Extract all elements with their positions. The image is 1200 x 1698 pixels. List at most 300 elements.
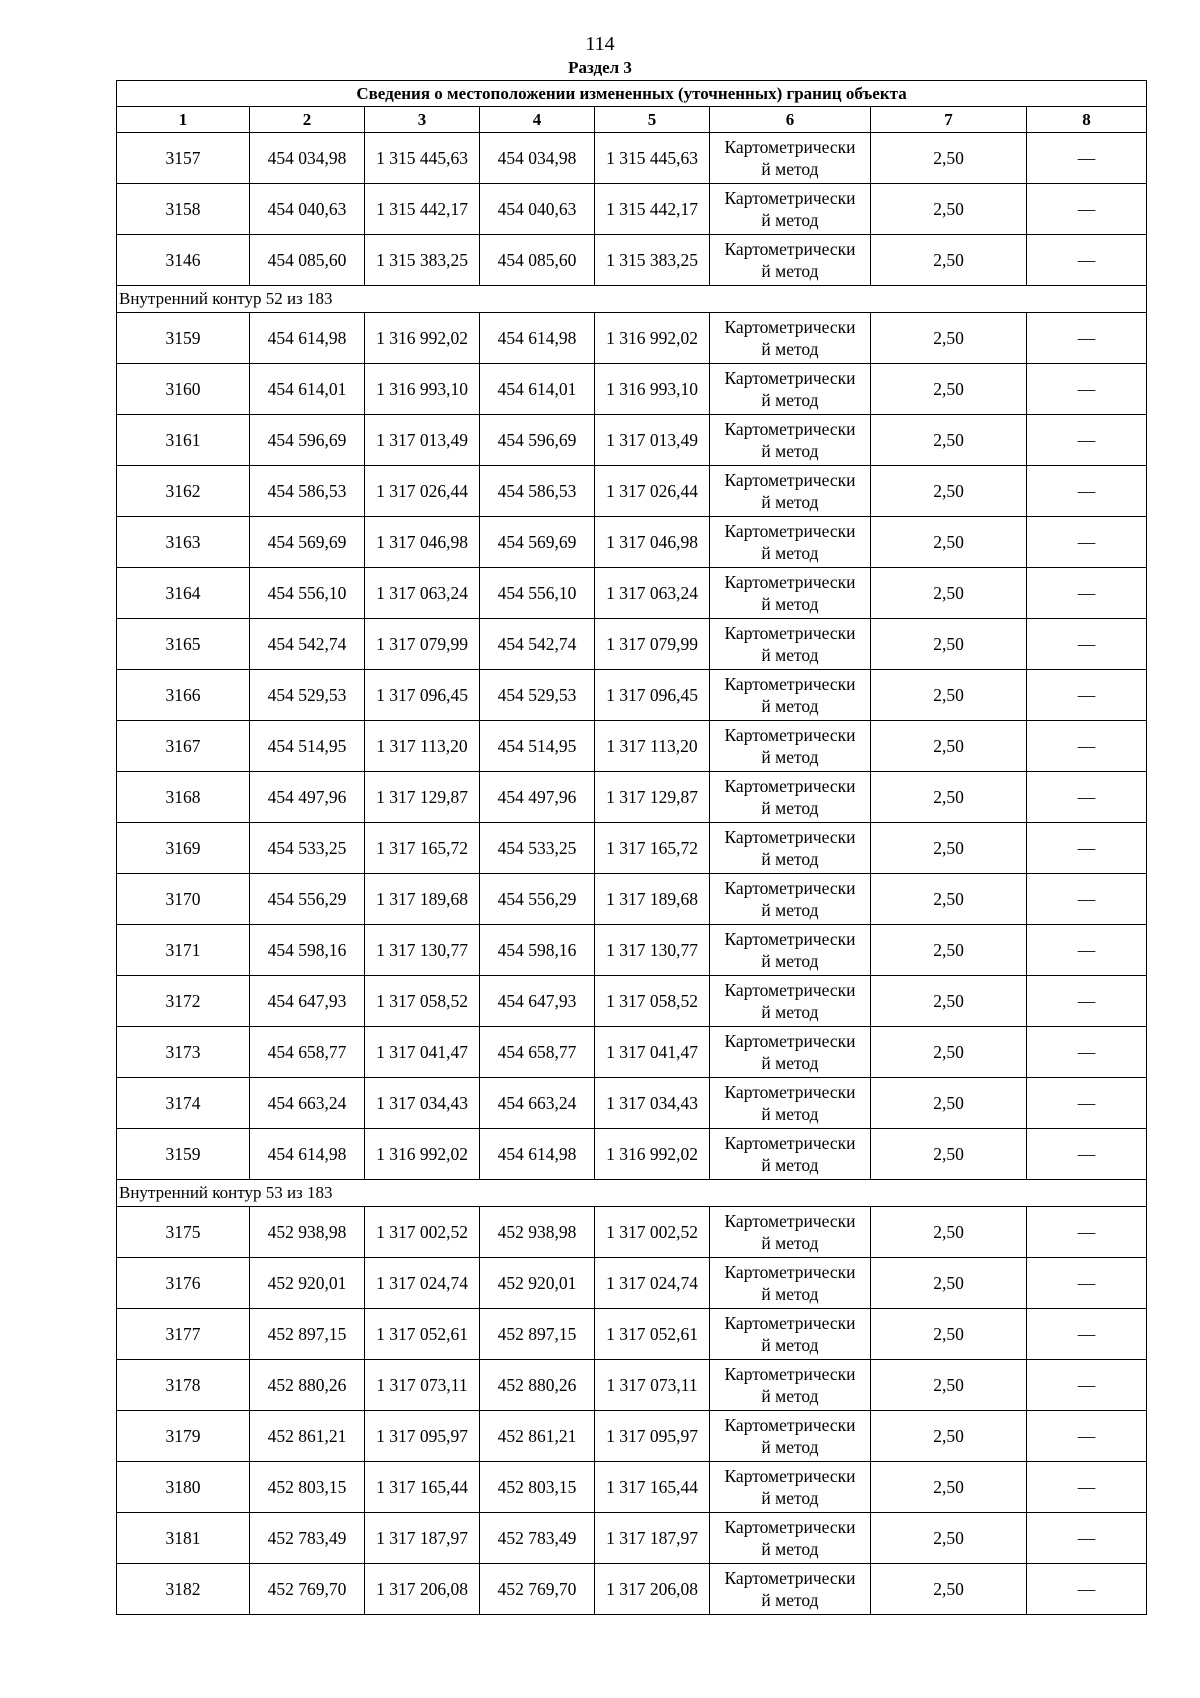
description-cell: —	[1027, 976, 1147, 1027]
accuracy-cell: 2,50	[871, 313, 1027, 364]
y-coord-cell: 1 317 052,61	[365, 1309, 480, 1360]
x-coord-new-cell: 452 880,26	[480, 1360, 595, 1411]
method-cell	[710, 1078, 871, 1129]
y-coord-new-cell: 1 317 041,47	[595, 1027, 710, 1078]
accuracy-cell: 2,50	[871, 1309, 1027, 1360]
description-cell: —	[1027, 925, 1147, 976]
method-text-line1: Картометрически	[724, 674, 856, 694]
description-cell: —	[1027, 235, 1147, 286]
x-coord-cell: 454 658,77	[250, 1027, 365, 1078]
x-coord-new-cell: 454 647,93	[480, 976, 595, 1027]
x-coord-cell: 454 569,69	[250, 517, 365, 568]
y-coord-new-cell: 1 317 052,61	[595, 1309, 710, 1360]
accuracy-cell: 2,50	[871, 1564, 1027, 1615]
method-text-line2: й метод	[761, 1335, 819, 1355]
table-row	[117, 1411, 1147, 1462]
y-coord-new-cell: 1 317 165,44	[595, 1462, 710, 1513]
method-text-line1: Картометрически	[724, 725, 856, 745]
y-coord-new-cell: 1 317 034,43	[595, 1078, 710, 1129]
table-caption: Сведения о местоположении измененных (уточненных) границ объекта	[117, 81, 1147, 107]
description-cell: —	[1027, 1078, 1147, 1129]
method-text-line1: Картометрически	[724, 827, 856, 847]
accuracy-cell: 2,50	[871, 517, 1027, 568]
y-coord-cell: 1 317 024,74	[365, 1258, 480, 1309]
method-text-line2: й метод	[761, 1002, 819, 1022]
x-coord-cell: 454 663,24	[250, 1078, 365, 1129]
method-text-line2: й метод	[761, 1233, 819, 1253]
method-text-line2: й метод	[761, 696, 819, 716]
y-coord-cell: 1 316 992,02	[365, 313, 480, 364]
method-text-line1: Картометрически	[724, 1133, 856, 1153]
x-coord-new-cell: 454 614,98	[480, 1129, 595, 1180]
y-coord-new-cell: 1 316 993,10	[595, 364, 710, 415]
x-coord-new-cell: 454 529,53	[480, 670, 595, 721]
accuracy-cell: 2,50	[871, 925, 1027, 976]
point-id-cell: 3158	[117, 184, 250, 235]
method-text-line1: Картометрически	[724, 239, 856, 259]
method-text-line1: Картометрически	[724, 1082, 856, 1102]
accuracy-cell: 2,50	[871, 184, 1027, 235]
method-text-line2: й метод	[761, 261, 819, 281]
method-text-line1: Картометрически	[724, 317, 856, 337]
method-cell	[710, 976, 871, 1027]
y-coord-cell: 1 317 165,72	[365, 823, 480, 874]
y-coord-cell: 1 317 187,97	[365, 1513, 480, 1564]
y-coord-new-cell: 1 317 024,74	[595, 1258, 710, 1309]
y-coord-new-cell: 1 317 129,87	[595, 772, 710, 823]
y-coord-cell: 1 317 129,87	[365, 772, 480, 823]
method-text-line1: Картометрически	[724, 1517, 856, 1537]
x-coord-cell: 452 897,15	[250, 1309, 365, 1360]
accuracy-cell: 2,50	[871, 772, 1027, 823]
accuracy-cell: 2,50	[871, 1360, 1027, 1411]
description-cell: —	[1027, 670, 1147, 721]
accuracy-cell: 2,50	[871, 568, 1027, 619]
x-coord-cell: 452 783,49	[250, 1513, 365, 1564]
y-coord-new-cell: 1 316 992,02	[595, 313, 710, 364]
point-id-cell: 3173	[117, 1027, 250, 1078]
column-number: 4	[480, 107, 595, 133]
description-cell: —	[1027, 874, 1147, 925]
method-text-line1: Картометрически	[724, 188, 856, 208]
contour-label: Внутренний контур 53 из 183	[117, 1180, 1147, 1207]
point-id-cell: 3181	[117, 1513, 250, 1564]
x-coord-cell: 452 769,70	[250, 1564, 365, 1615]
table-row	[117, 235, 1147, 286]
table-row	[117, 1078, 1147, 1129]
method-text-line1: Картометрически	[724, 1031, 856, 1051]
method-text-line1: Картометрически	[724, 980, 856, 1000]
table-row	[117, 823, 1147, 874]
method-cell	[710, 721, 871, 772]
x-coord-new-cell: 454 569,69	[480, 517, 595, 568]
x-coord-cell: 454 586,53	[250, 466, 365, 517]
accuracy-cell: 2,50	[871, 1513, 1027, 1564]
point-id-cell: 3161	[117, 415, 250, 466]
accuracy-cell: 2,50	[871, 721, 1027, 772]
table-row	[117, 925, 1147, 976]
point-id-cell: 3163	[117, 517, 250, 568]
x-coord-cell: 454 497,96	[250, 772, 365, 823]
description-cell: —	[1027, 1564, 1147, 1615]
description-cell: —	[1027, 1462, 1147, 1513]
point-id-cell: 3176	[117, 1258, 250, 1309]
coordinates-table	[116, 80, 1147, 1615]
y-coord-cell: 1 317 130,77	[365, 925, 480, 976]
point-id-cell: 3174	[117, 1078, 250, 1129]
point-id-cell: 3160	[117, 364, 250, 415]
method-cell	[710, 184, 871, 235]
x-coord-new-cell: 454 596,69	[480, 415, 595, 466]
point-id-cell: 3159	[117, 313, 250, 364]
method-text-line1: Картометрически	[724, 776, 856, 796]
method-cell	[710, 364, 871, 415]
description-cell: —	[1027, 1411, 1147, 1462]
x-coord-cell: 454 596,69	[250, 415, 365, 466]
method-cell	[710, 619, 871, 670]
method-cell	[710, 1513, 871, 1564]
point-id-cell: 3177	[117, 1309, 250, 1360]
point-id-cell: 3175	[117, 1207, 250, 1258]
y-coord-new-cell: 1 317 013,49	[595, 415, 710, 466]
method-text-line1: Картометрически	[724, 1211, 856, 1231]
x-coord-cell: 454 533,25	[250, 823, 365, 874]
method-text-line2: й метод	[761, 1437, 819, 1457]
table-row	[117, 772, 1147, 823]
accuracy-cell: 2,50	[871, 1462, 1027, 1513]
y-coord-new-cell: 1 315 445,63	[595, 133, 710, 184]
x-coord-new-cell: 454 514,95	[480, 721, 595, 772]
accuracy-cell: 2,50	[871, 1027, 1027, 1078]
accuracy-cell: 2,50	[871, 619, 1027, 670]
description-cell: —	[1027, 1258, 1147, 1309]
method-text-line2: й метод	[761, 339, 819, 359]
method-cell	[710, 1129, 871, 1180]
y-coord-cell: 1 317 026,44	[365, 466, 480, 517]
point-id-cell: 3146	[117, 235, 250, 286]
table-row	[117, 1462, 1147, 1513]
accuracy-cell: 2,50	[871, 1078, 1027, 1129]
x-coord-new-cell: 452 920,01	[480, 1258, 595, 1309]
method-cell	[710, 313, 871, 364]
y-coord-cell: 1 317 002,52	[365, 1207, 480, 1258]
x-coord-new-cell: 454 556,10	[480, 568, 595, 619]
column-number-row	[117, 107, 1147, 133]
table-row	[117, 1309, 1147, 1360]
point-id-cell: 3168	[117, 772, 250, 823]
method-text-line1: Картометрически	[724, 1364, 856, 1384]
method-text-line2: й метод	[761, 798, 819, 818]
method-text-line2: й метод	[761, 1539, 819, 1559]
x-coord-new-cell: 452 803,15	[480, 1462, 595, 1513]
point-id-cell: 3164	[117, 568, 250, 619]
x-coord-new-cell: 452 938,98	[480, 1207, 595, 1258]
method-text-line2: й метод	[761, 1104, 819, 1124]
description-cell: —	[1027, 1129, 1147, 1180]
table-row	[117, 619, 1147, 670]
table-row	[117, 415, 1147, 466]
point-id-cell: 3172	[117, 976, 250, 1027]
method-text-line2: й метод	[761, 1284, 819, 1304]
point-id-cell: 3166	[117, 670, 250, 721]
y-coord-new-cell: 1 317 002,52	[595, 1207, 710, 1258]
description-cell: —	[1027, 721, 1147, 772]
y-coord-new-cell: 1 317 165,72	[595, 823, 710, 874]
method-cell	[710, 1564, 871, 1615]
y-coord-new-cell: 1 317 079,99	[595, 619, 710, 670]
point-id-cell: 3171	[117, 925, 250, 976]
method-text-line1: Картометрически	[724, 368, 856, 388]
y-coord-new-cell: 1 317 026,44	[595, 466, 710, 517]
description-cell: —	[1027, 1360, 1147, 1411]
method-text-line2: й метод	[761, 594, 819, 614]
column-number: 2	[250, 107, 365, 133]
description-cell: —	[1027, 517, 1147, 568]
method-text-line1: Картометрически	[724, 929, 856, 949]
x-coord-new-cell: 454 614,01	[480, 364, 595, 415]
x-coord-new-cell: 452 783,49	[480, 1513, 595, 1564]
y-coord-cell: 1 317 046,98	[365, 517, 480, 568]
y-coord-cell: 1 316 993,10	[365, 364, 480, 415]
method-text-line2: й метод	[761, 210, 819, 230]
method-text-line2: й метод	[761, 159, 819, 179]
table-row	[117, 466, 1147, 517]
description-cell: —	[1027, 619, 1147, 670]
method-text-line2: й метод	[761, 1155, 819, 1175]
y-coord-cell: 1 315 445,63	[365, 133, 480, 184]
method-text-line2: й метод	[761, 543, 819, 563]
x-coord-cell: 454 598,16	[250, 925, 365, 976]
x-coord-new-cell: 452 861,21	[480, 1411, 595, 1462]
y-coord-cell: 1 317 013,49	[365, 415, 480, 466]
y-coord-cell: 1 315 383,25	[365, 235, 480, 286]
method-text-line2: й метод	[761, 492, 819, 512]
method-cell	[710, 874, 871, 925]
accuracy-cell: 2,50	[871, 874, 1027, 925]
method-text-line2: й метод	[761, 951, 819, 971]
y-coord-cell: 1 317 079,99	[365, 619, 480, 670]
x-coord-cell: 454 614,01	[250, 364, 365, 415]
description-cell: —	[1027, 1207, 1147, 1258]
x-coord-new-cell: 454 586,53	[480, 466, 595, 517]
y-coord-cell: 1 317 058,52	[365, 976, 480, 1027]
method-cell	[710, 925, 871, 976]
point-id-cell: 3170	[117, 874, 250, 925]
point-id-cell: 3162	[117, 466, 250, 517]
point-id-cell: 3167	[117, 721, 250, 772]
x-coord-new-cell: 452 897,15	[480, 1309, 595, 1360]
table-row	[117, 1027, 1147, 1078]
method-cell	[710, 133, 871, 184]
table-row	[117, 568, 1147, 619]
method-text-line1: Картометрически	[724, 419, 856, 439]
description-cell: —	[1027, 568, 1147, 619]
point-id-cell: 3165	[117, 619, 250, 670]
table-row	[117, 1360, 1147, 1411]
description-cell: —	[1027, 1513, 1147, 1564]
method-text-line1: Картометрически	[724, 137, 856, 157]
table-row	[117, 184, 1147, 235]
point-id-cell: 3169	[117, 823, 250, 874]
column-number: 6	[710, 107, 871, 133]
section-title: Раздел 3	[568, 58, 632, 77]
method-cell	[710, 772, 871, 823]
x-coord-cell: 452 938,98	[250, 1207, 365, 1258]
table-row	[117, 874, 1147, 925]
method-cell	[710, 568, 871, 619]
method-text-line1: Картометрически	[724, 572, 856, 592]
x-coord-cell: 452 803,15	[250, 1462, 365, 1513]
method-cell	[710, 1258, 871, 1309]
method-cell	[710, 1411, 871, 1462]
contour-header-row	[117, 1180, 1147, 1207]
y-coord-new-cell: 1 315 442,17	[595, 184, 710, 235]
table-row	[117, 1258, 1147, 1309]
x-coord-new-cell: 454 614,98	[480, 313, 595, 364]
y-coord-new-cell: 1 317 113,20	[595, 721, 710, 772]
x-coord-new-cell: 454 598,16	[480, 925, 595, 976]
method-cell	[710, 415, 871, 466]
method-text-line1: Картометрически	[724, 470, 856, 490]
method-text-line2: й метод	[761, 900, 819, 920]
x-coord-new-cell: 454 040,63	[480, 184, 595, 235]
method-text-line1: Картометрически	[724, 623, 856, 643]
x-coord-cell: 454 529,53	[250, 670, 365, 721]
x-coord-cell: 454 542,74	[250, 619, 365, 670]
y-coord-new-cell: 1 317 189,68	[595, 874, 710, 925]
column-number: 1	[117, 107, 250, 133]
method-text-line1: Картометрически	[724, 878, 856, 898]
y-coord-new-cell: 1 317 063,24	[595, 568, 710, 619]
table-caption-row	[117, 81, 1147, 107]
x-coord-cell: 454 614,98	[250, 313, 365, 364]
x-coord-new-cell: 454 497,96	[480, 772, 595, 823]
method-text-line2: й метод	[761, 1488, 819, 1508]
y-coord-new-cell: 1 317 130,77	[595, 925, 710, 976]
y-coord-cell: 1 317 073,11	[365, 1360, 480, 1411]
x-coord-cell: 452 880,26	[250, 1360, 365, 1411]
y-coord-new-cell: 1 317 073,11	[595, 1360, 710, 1411]
table-body	[117, 133, 1147, 1615]
x-coord-new-cell: 454 663,24	[480, 1078, 595, 1129]
table-row	[117, 133, 1147, 184]
contour-label: Внутренний контур 52 из 183	[117, 286, 1147, 313]
description-cell: —	[1027, 823, 1147, 874]
table-row	[117, 1207, 1147, 1258]
x-coord-cell: 454 556,29	[250, 874, 365, 925]
point-id-cell: 3178	[117, 1360, 250, 1411]
accuracy-cell: 2,50	[871, 1129, 1027, 1180]
method-text-line2: й метод	[761, 1386, 819, 1406]
accuracy-cell: 2,50	[871, 235, 1027, 286]
column-number: 5	[595, 107, 710, 133]
description-cell: —	[1027, 313, 1147, 364]
method-text-line2: й метод	[761, 747, 819, 767]
method-cell	[710, 466, 871, 517]
y-coord-new-cell: 1 317 046,98	[595, 517, 710, 568]
method-cell	[710, 1360, 871, 1411]
column-number: 3	[365, 107, 480, 133]
y-coord-cell: 1 317 165,44	[365, 1462, 480, 1513]
method-text-line1: Картометрически	[724, 1466, 856, 1486]
x-coord-new-cell: 454 556,29	[480, 874, 595, 925]
x-coord-cell: 454 034,98	[250, 133, 365, 184]
method-text-line2: й метод	[761, 390, 819, 410]
method-text-line2: й метод	[761, 1590, 819, 1610]
method-cell	[710, 1462, 871, 1513]
x-coord-cell: 454 514,95	[250, 721, 365, 772]
y-coord-cell: 1 317 041,47	[365, 1027, 480, 1078]
accuracy-cell: 2,50	[871, 466, 1027, 517]
x-coord-cell: 454 647,93	[250, 976, 365, 1027]
method-text-line1: Картометрически	[724, 1415, 856, 1435]
x-coord-cell: 454 085,60	[250, 235, 365, 286]
accuracy-cell: 2,50	[871, 415, 1027, 466]
y-coord-cell: 1 317 063,24	[365, 568, 480, 619]
y-coord-cell: 1 317 034,43	[365, 1078, 480, 1129]
y-coord-new-cell: 1 315 383,25	[595, 235, 710, 286]
description-cell: —	[1027, 184, 1147, 235]
point-id-cell: 3157	[117, 133, 250, 184]
page-number: 114	[585, 33, 615, 55]
method-text-line2: й метод	[761, 441, 819, 461]
method-cell	[710, 1309, 871, 1360]
accuracy-cell: 2,50	[871, 670, 1027, 721]
y-coord-new-cell: 1 317 096,45	[595, 670, 710, 721]
table-row	[117, 670, 1147, 721]
x-coord-new-cell: 452 769,70	[480, 1564, 595, 1615]
y-coord-new-cell: 1 317 187,97	[595, 1513, 710, 1564]
method-text-line1: Картометрически	[724, 1568, 856, 1588]
accuracy-cell: 2,50	[871, 1207, 1027, 1258]
x-coord-cell: 454 614,98	[250, 1129, 365, 1180]
description-cell: —	[1027, 466, 1147, 517]
description-cell: —	[1027, 772, 1147, 823]
x-coord-new-cell: 454 085,60	[480, 235, 595, 286]
method-text-line2: й метод	[761, 849, 819, 869]
accuracy-cell: 2,50	[871, 976, 1027, 1027]
method-cell	[710, 517, 871, 568]
column-number: 7	[871, 107, 1027, 133]
point-id-cell: 3179	[117, 1411, 250, 1462]
method-text-line1: Картометрически	[724, 521, 856, 541]
x-coord-new-cell: 454 034,98	[480, 133, 595, 184]
accuracy-cell: 2,50	[871, 133, 1027, 184]
table-row	[117, 313, 1147, 364]
method-text-line1: Картометрически	[724, 1262, 856, 1282]
y-coord-new-cell: 1 317 095,97	[595, 1411, 710, 1462]
x-coord-cell: 452 920,01	[250, 1258, 365, 1309]
method-cell	[710, 235, 871, 286]
point-id-cell: 3180	[117, 1462, 250, 1513]
y-coord-cell: 1 317 113,20	[365, 721, 480, 772]
method-text-line2: й метод	[761, 1053, 819, 1073]
table-row	[117, 364, 1147, 415]
y-coord-cell: 1 316 992,02	[365, 1129, 480, 1180]
table-row	[117, 976, 1147, 1027]
x-coord-cell: 454 556,10	[250, 568, 365, 619]
table-row	[117, 721, 1147, 772]
x-coord-cell: 454 040,63	[250, 184, 365, 235]
description-cell: —	[1027, 1027, 1147, 1078]
method-cell	[710, 823, 871, 874]
point-id-cell: 3182	[117, 1564, 250, 1615]
y-coord-new-cell: 1 316 992,02	[595, 1129, 710, 1180]
x-coord-cell: 452 861,21	[250, 1411, 365, 1462]
x-coord-new-cell: 454 658,77	[480, 1027, 595, 1078]
method-text-line2: й метод	[761, 645, 819, 665]
y-coord-cell: 1 317 189,68	[365, 874, 480, 925]
